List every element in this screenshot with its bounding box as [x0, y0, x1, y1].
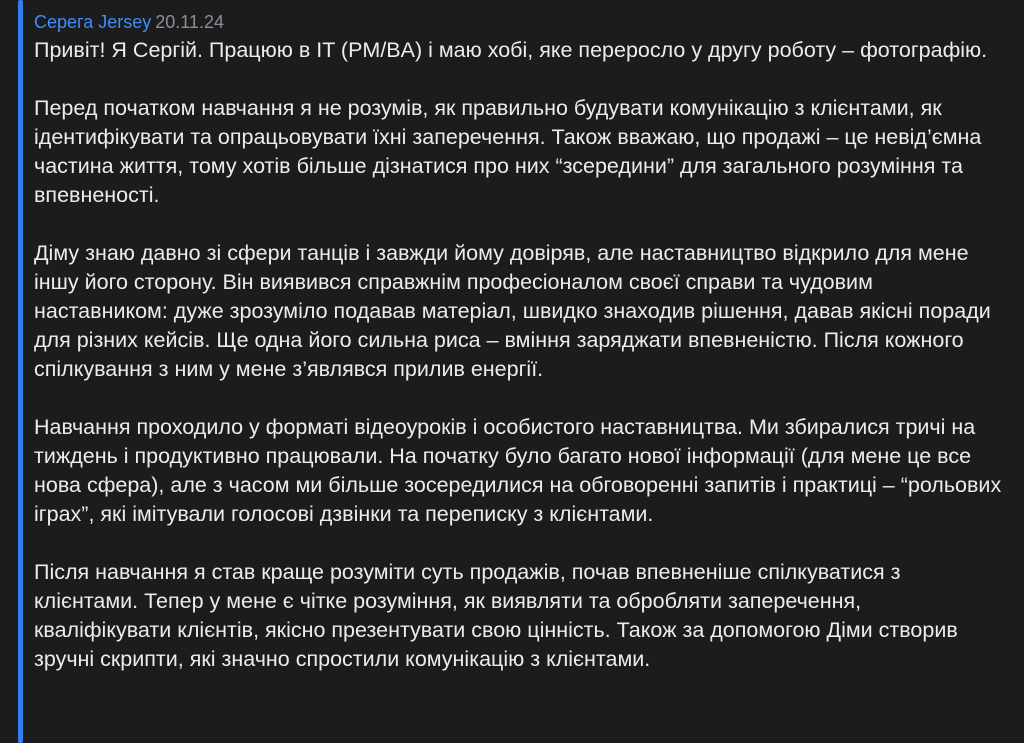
message-paragraph-2: Перед початком навчання я не розумів, як правильно будувати комунікацію з клієнтами, як ідентифікувати та опрацьовувати їхні заперечення. Також вважаю, що продажі – це невід’ємна частина життя, тому хотів більше дізнатися про них “зсередини” для загального розуміння та впевненості. [34, 96, 982, 207]
message-paragraph-4: Навчання проходило у форматі відеоуроків і особистого наставництва. Ми збиралися тричі на тиждень і продуктивно працювали. На початку було багато нової інформації (для мене це все нова сфера), але з часом ми більше зосередилися на обговоренні запитів і практиці – “рольових іграх”, які імітували голосові дзвінки та переписку з клієнтами. [34, 415, 1002, 526]
quoted-message-content [34, 10, 1002, 674]
quoted-message[interactable] [18, 0, 1008, 743]
message-paragraph-5: Після навчання я став краще розуміти суть продажів, почав впевненіше спілкуватися з клієнтами. Тепер у мене є чітке розуміння, як виявляти та обробляти заперечення, кваліфікувати клієнтів, якісно презентувати свою цінність. Також за допомогою Діми створив зручні скрипти, які значно спростили комунікацію з клієнтами. [34, 560, 958, 671]
message-paragraph-1: Привіт! Я Сергій. Працюю в IT (PM/BA) і маю хобі, яке переросло у другу роботу – фотографію. [34, 38, 988, 62]
message-date: 20.11.24 [155, 12, 224, 32]
quote-accent-bar [18, 0, 23, 743]
message-header [34, 10, 1002, 34]
message-paragraph-3: Діму знаю давно зі сфери танців і завжди йому довіряв, але наставництво відкрило для мене іншу його сторону. Він виявився справжнім професіоналом своєї справи та чудовим наставником: дуже зрозуміло подавав матеріал, швидко знаходив рішення, давав якісні поради для різних кейсів. Ще одна його сильна риса – вміння заряджати впевненістю. Після кожного спілкування з ним у мене з’являвся прилив енергії. [34, 241, 991, 381]
author-name[interactable]: Серега Jersey [34, 12, 152, 32]
